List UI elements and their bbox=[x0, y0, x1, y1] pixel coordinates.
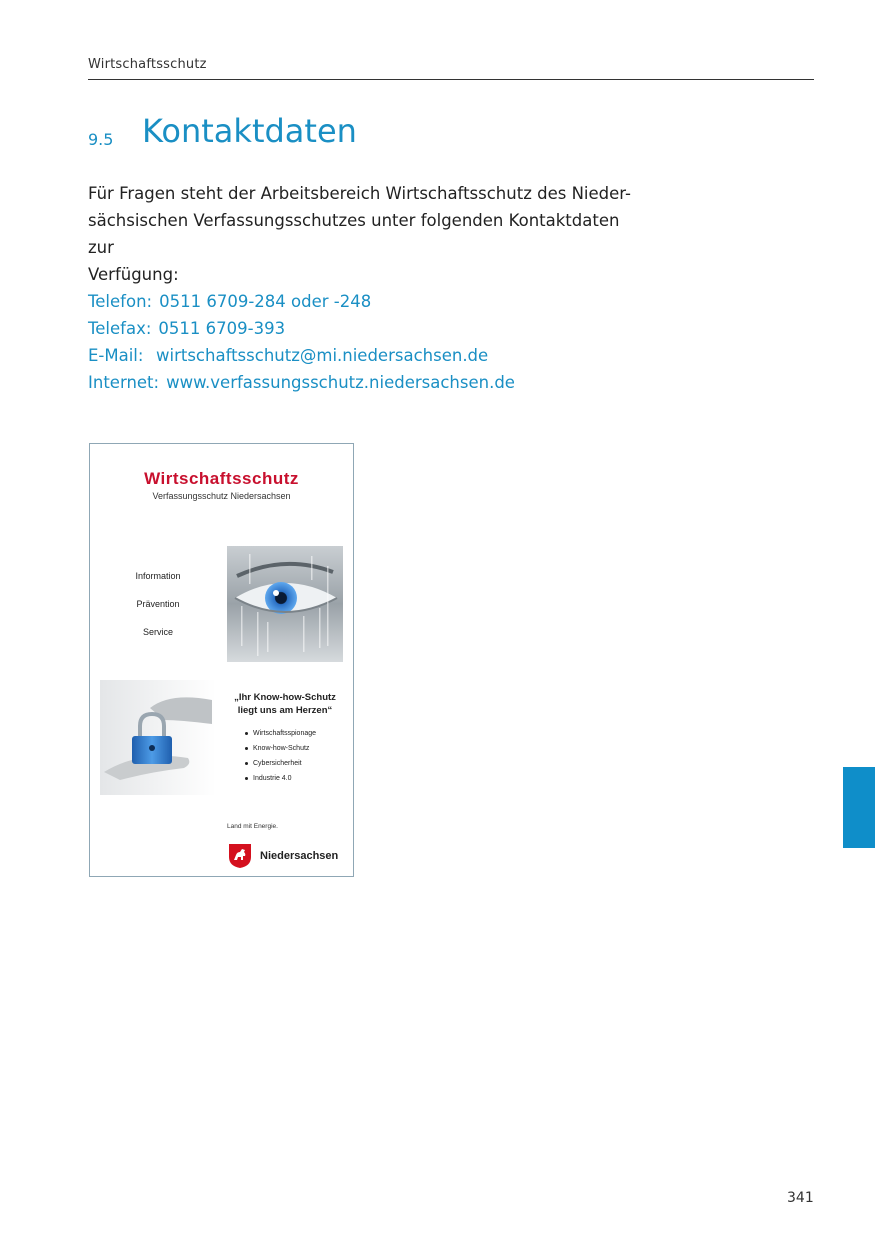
web-link[interactable]: www.verfassungsschutz.niedersachsen.de bbox=[166, 373, 515, 392]
flyer-quote-line: „Ihr Know-how-Schutz bbox=[234, 692, 336, 703]
flyer-image bbox=[89, 443, 354, 877]
flyer-bullet: Wirtschaftsspionage bbox=[245, 726, 316, 741]
flyer-subtitle: Verfassungsschutz Niedersachsen bbox=[152, 491, 291, 501]
intro-line: Für Fragen steht der Arbeitsbereich Wirtschaftsschutz des Nieder- bbox=[88, 184, 631, 203]
padlock-hand-photo bbox=[100, 680, 216, 795]
section-title: Kontaktdaten bbox=[142, 112, 357, 150]
flyer-bullet: Know-how-Schutz bbox=[245, 741, 316, 756]
niedersachsen-horse-logo bbox=[228, 843, 252, 869]
email-link[interactable]: wirtschaftsschutz@mi.niedersachsen.de bbox=[156, 346, 489, 365]
flyer-bullet: Industrie 4.0 bbox=[245, 771, 316, 786]
flyer-quote bbox=[225, 691, 345, 717]
fax-label: Telefax: bbox=[88, 319, 152, 338]
page-number: 341 bbox=[787, 1190, 814, 1206]
contact-phone-row bbox=[88, 288, 515, 315]
chapter-tab-marker bbox=[843, 767, 875, 848]
intro-line: sächsischen Verfassungsschutzes unter folgenden Kontaktdaten zur bbox=[88, 211, 620, 257]
eye-photo bbox=[227, 546, 343, 662]
flyer-menu-item: Prävention bbox=[136, 599, 180, 609]
flyer-bullet-list bbox=[245, 726, 316, 786]
contact-email-row bbox=[88, 342, 515, 369]
phone-value: 0511 6709-284 oder -248 bbox=[159, 292, 372, 311]
flyer-menu-item: Information bbox=[135, 571, 181, 581]
flyer-title: Wirtschaftsschutz bbox=[144, 469, 299, 488]
contact-web-row bbox=[88, 369, 515, 396]
section-number: 9.5 bbox=[88, 130, 114, 149]
running-header: Wirtschaftsschutz bbox=[88, 57, 207, 72]
flyer-menu-item: Service bbox=[142, 627, 173, 637]
email-label: E-Mail: bbox=[88, 346, 144, 365]
intro-paragraph bbox=[88, 180, 648, 288]
intro-line: Verfügung: bbox=[88, 265, 179, 284]
contact-fax-row bbox=[88, 315, 515, 342]
contact-block bbox=[88, 288, 515, 396]
phone-label: Telefon: bbox=[88, 292, 153, 311]
fax-value: 0511 6709-393 bbox=[158, 319, 286, 338]
header-rule bbox=[88, 79, 814, 80]
flyer-bullet: Cybersicherheit bbox=[245, 756, 316, 771]
web-label: Internet: bbox=[88, 373, 160, 392]
flyer-quote-line: liegt uns am Herzen“ bbox=[237, 705, 333, 716]
flyer-state-name: Niedersachsen bbox=[260, 850, 339, 862]
flyer-claim: Land mit Energie. bbox=[227, 823, 278, 830]
